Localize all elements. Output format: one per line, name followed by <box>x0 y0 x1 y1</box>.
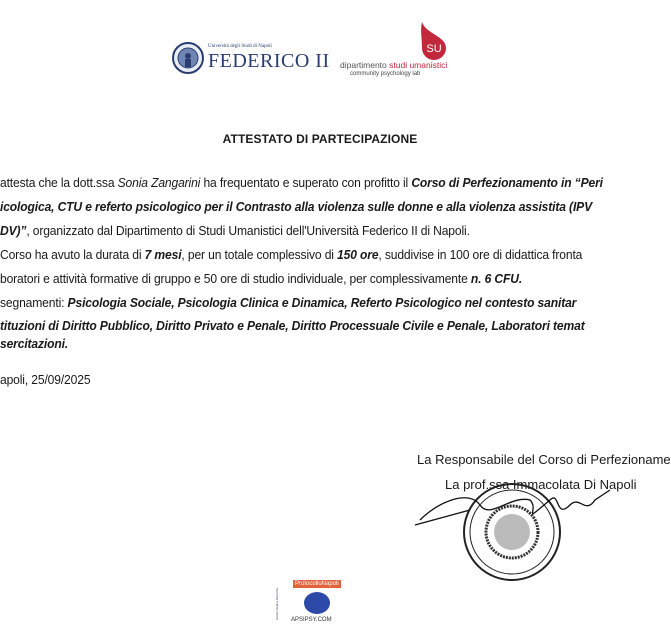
text-segment: tituzioni di Diritto Pubblico, Diritto Privato e Penale, Diritto Processuale Civile e Penale, Laboratori temat <box>0 318 585 333</box>
signatory-role: La Responsabile del Corso di Perfezioname <box>417 452 671 467</box>
document-title: ATTESTATO DI PARTECIPAZIONE <box>222 132 418 146</box>
dsu-subtitle: community psychology lab <box>350 71 421 77</box>
globe-icon <box>303 591 331 615</box>
text-segment: sercitazioni. <box>0 336 69 351</box>
body-line <box>0 247 582 263</box>
dsu-name <box>340 60 447 70</box>
text-segment: 150 ore <box>337 247 379 262</box>
dsu-name-b: studi umanistici <box>389 60 448 70</box>
logo-subtitle: Università degli Studi di Napoli <box>208 44 272 49</box>
body-line <box>0 199 592 215</box>
text-segment: Psicologia Sociale, Psicologia Clinica e Dinamica, Referto Psicologico nel contesto sanitar <box>67 295 577 310</box>
text-segment: boratori e attività formative di gruppo e 50 ore di studio individuale, per complessivamente <box>0 271 471 286</box>
signatory-name: La prof.ssa Immacolata Di Napoli <box>445 477 637 492</box>
apsipsy-logo <box>274 580 353 630</box>
footer-logo-bottom: APSIPSY.COM <box>291 617 332 623</box>
su-mark: SU <box>426 43 442 55</box>
federico-ii-logo <box>172 42 330 79</box>
dsu-name-a: dipartimento <box>340 60 390 70</box>
footer-logo-top: ProtocolloNapoli <box>295 581 339 587</box>
body-line <box>0 271 522 287</box>
text-segment: , suddivise in 100 ore di didattica fronta <box>378 247 583 262</box>
dipartimento-studi-umanistici-logo <box>340 22 470 82</box>
body-line <box>0 336 68 352</box>
stamp-and-signature <box>410 480 640 590</box>
text-segment: attesta che la dott.ssa <box>0 175 118 190</box>
text-segment: Corso di Perfezionamento in “Peri <box>411 175 603 190</box>
body-line <box>0 223 470 239</box>
department-stamp-icon <box>464 484 560 580</box>
body-line <box>0 318 585 334</box>
logo-title: FEDERICO II <box>208 50 330 72</box>
university-seal-icon <box>172 42 204 74</box>
text-segment: n. 6 CFU. <box>470 271 523 286</box>
body-line <box>0 295 576 311</box>
place-date: apoli, 25/09/2025 <box>0 372 91 387</box>
text-segment: , per un totale complessivo di <box>181 247 338 262</box>
text-segment: ha frequentato e superato con profitto il <box>200 175 412 190</box>
text-segment: Corso ha avuto la durata di <box>0 247 145 262</box>
text-segment: icologica, CTU e referto psicologico per il Contrasto alla violenza sulle donne e alla violenza assistita (IPV <box>0 199 593 214</box>
footer-logo-side: Centro Studi e Ricerche <box>274 588 279 620</box>
su-drop-icon <box>412 22 448 60</box>
text-segment: 7 mesi <box>144 247 182 262</box>
text-segment: , organizzato dal Dipartimento di Studi Umanistici dell'Università Federico II di Napoli. <box>26 223 470 238</box>
text-segment: DV)” <box>0 223 27 238</box>
text-segment: segnamenti: <box>0 295 68 310</box>
text-segment: Sonia Zangarini <box>117 175 201 190</box>
body-line <box>0 175 603 191</box>
